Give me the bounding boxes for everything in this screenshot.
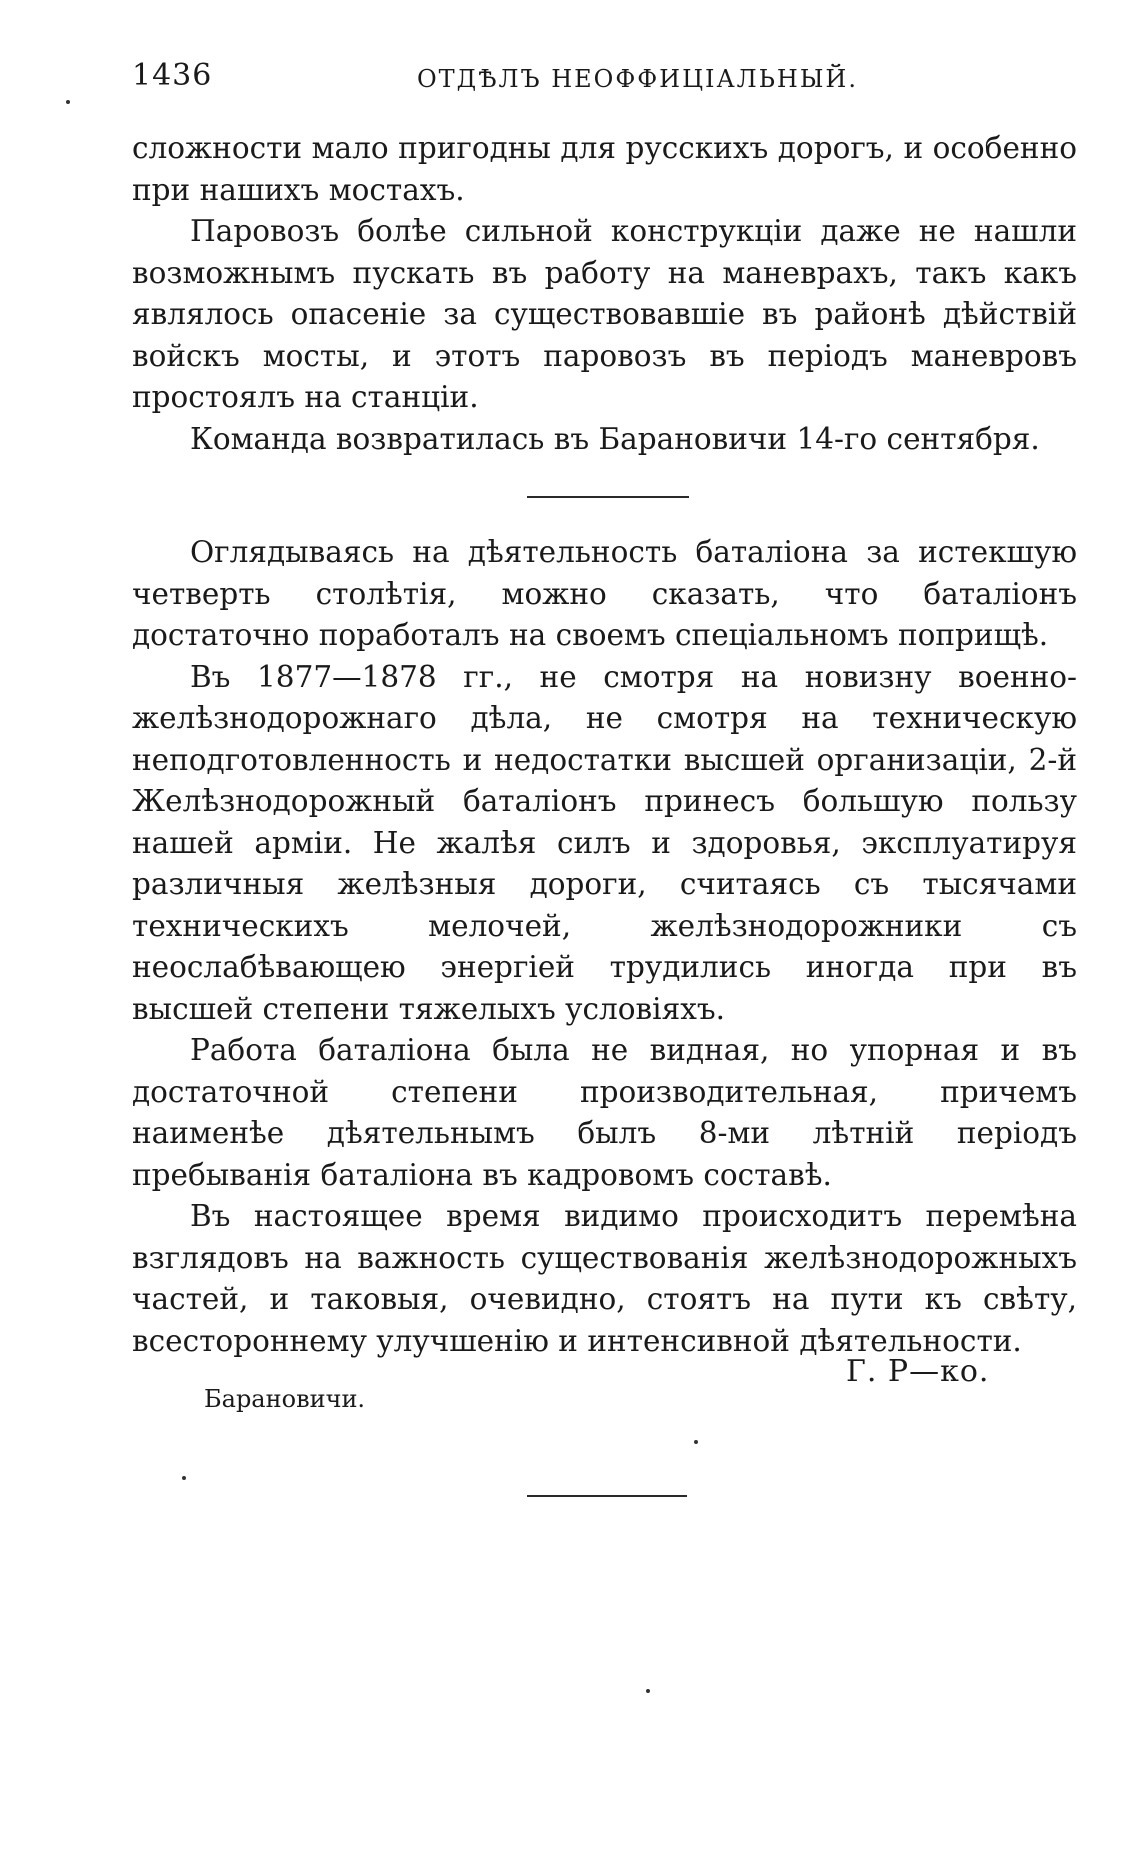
author-signature: Г. Р—ко. xyxy=(846,1354,990,1389)
text-block-conclusion xyxy=(132,532,1077,1362)
paragraph: Паровозъ болѣе сильной конструкціи даже не нашли возможнымъ пускать въ работу на маневрахъ, такъ какъ являлось опасеніе за существовавшіе въ районѣ дѣйствій войскъ мосты, и этотъ паровозъ въ періодъ маневровъ простоялъ на станціи. xyxy=(132,214,1077,414)
paragraph: Въ 1877—1878 гг., не смотря на новизну военно-желѣзнодорожнаго дѣла, не смотря на техническую неподготовленность и недостатки высшей организаціи, 2-й Желѣзнодорожный баталіонъ принесъ большую пользу нашей арміи. Не жалѣя силъ и здоровья, эксплуатируя различныя желѣзныя дороги, считаясь съ тысячами техническихъ мелочей, желѣзнодорожники съ неослабѣвающею энергіей трудились иногда при въ высшей степени тяжелыхъ условіяхъ. xyxy=(132,659,1077,1026)
print-speck xyxy=(694,1440,698,1444)
text-block-maneuvers xyxy=(132,128,1077,460)
paragraph: сложности мало пригодны для русскихъ дорогъ, и особенно при нашихъ мостахъ. xyxy=(132,131,1077,207)
paragraph: Работа баталіона была не видная, но упорная и въ достаточной степени производительная, причемъ наименѣе дѣятельнымъ былъ 8-ми лѣтній періодъ пребыванія баталіона въ кадровомъ составѣ. xyxy=(132,1033,1077,1192)
print-speck xyxy=(646,1689,650,1693)
page-header xyxy=(132,58,1082,98)
paragraph: Оглядываясь на дѣятельность баталіона за истекшую четверть столѣтія, можно сказать, что баталіонъ достаточно поработалъ на своемъ спеціальномъ поприщѣ. xyxy=(132,535,1077,652)
place-of-writing: Барановичи. xyxy=(204,1385,366,1413)
end-divider xyxy=(527,1495,687,1497)
paragraph: Команда возвратилась въ Барановичи 14-го сентября. xyxy=(190,421,1040,456)
page-number: 1436 xyxy=(132,58,213,93)
paragraph: Въ настоящее время видимо происходитъ перемѣна взглядовъ на важность существованія желѣзнодорожныхъ частей, и таковыя, очевидно, стоятъ на пути къ свѣту, всестороннему улучшенію и интенсивной дѣятельности. xyxy=(132,1199,1077,1358)
section-divider xyxy=(527,496,689,498)
print-speck xyxy=(66,100,70,104)
section-title: ОТДѢЛЪ НЕОФФИЦІАЛЬНЫЙ. xyxy=(417,65,858,93)
print-speck xyxy=(182,1476,186,1480)
